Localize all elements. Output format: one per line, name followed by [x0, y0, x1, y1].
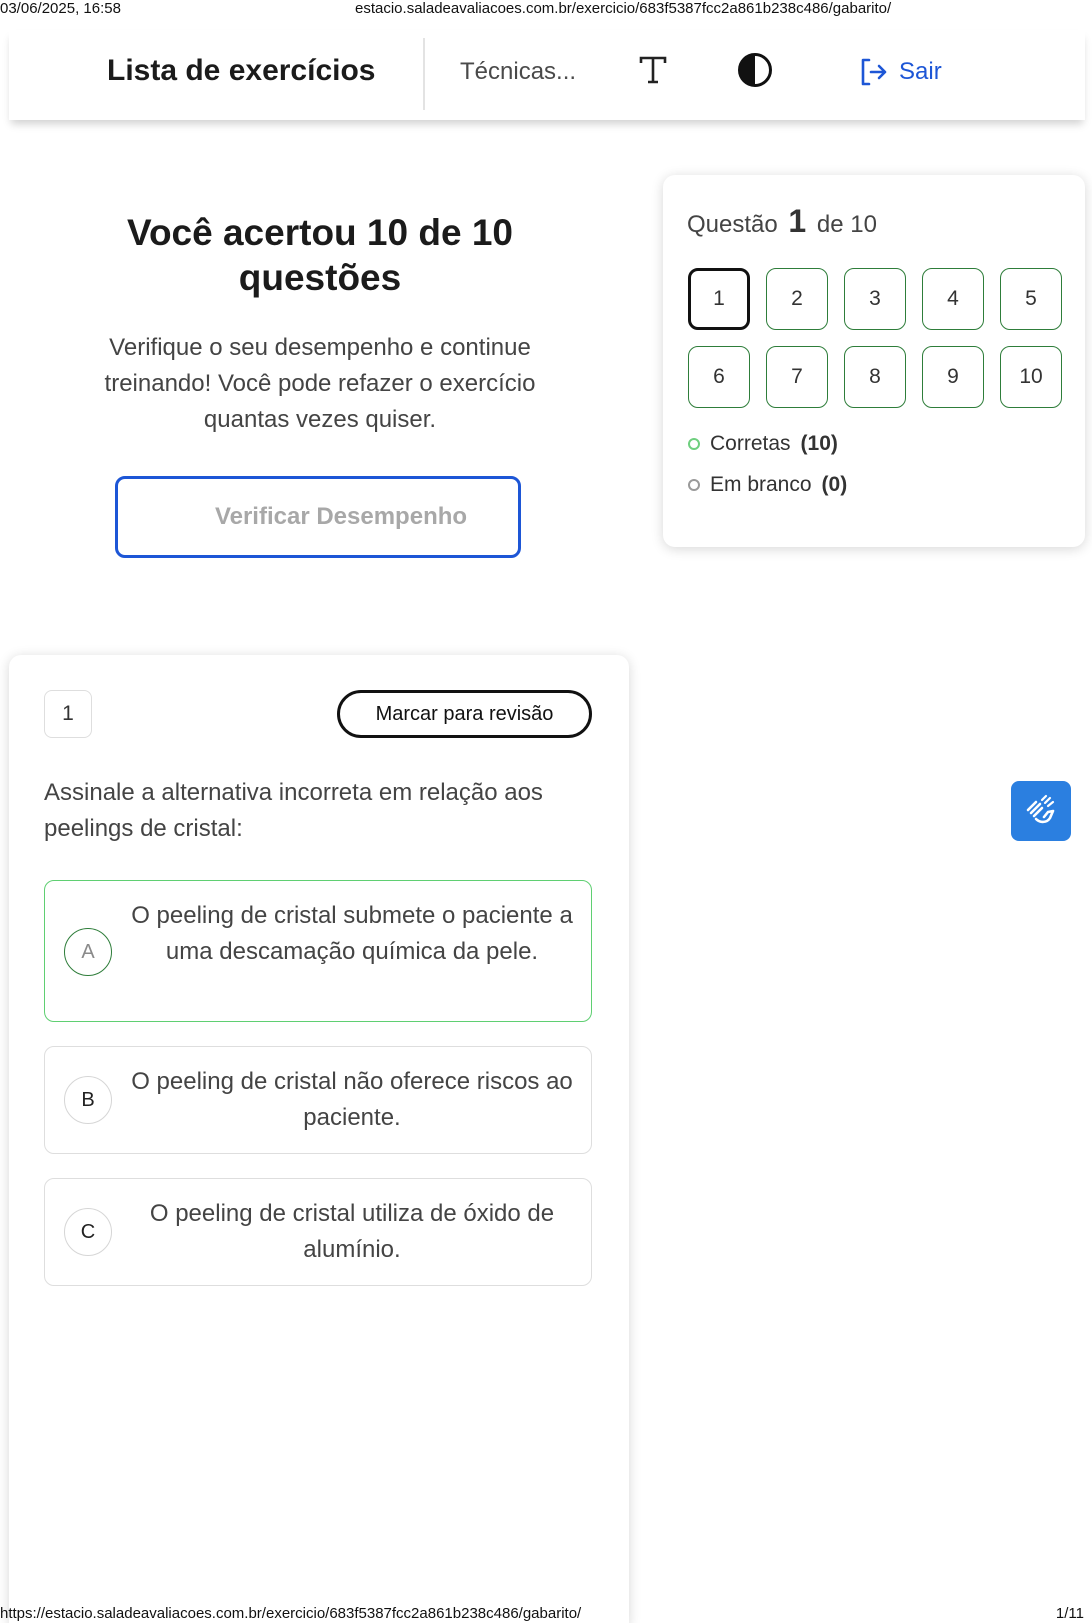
option-c-text: O peeling de cristal utiliza de óxido de alumínio. — [149, 1200, 555, 1263]
option-c-letter: C — [64, 1208, 112, 1256]
legend-correct — [688, 432, 838, 456]
option-a[interactable] — [44, 880, 592, 1022]
logout-icon — [857, 56, 889, 88]
legend-correct-dot — [688, 438, 700, 450]
print-url: estacio.saladeavaliacoes.com.br/exercicio/683f5387fcc2a861b238c486/gabarito/ — [355, 0, 892, 17]
top-bar — [9, 30, 1085, 120]
print-page-number: 1/11 — [1055, 1605, 1084, 1622]
result-text: Verifique o seu desempenho e continue treinando! Você pode refazer o exercício quantas vezes quiser. — [104, 334, 536, 433]
option-b-letter: B — [64, 1076, 112, 1124]
course-name[interactable]: Técnicas... — [460, 58, 577, 85]
legend-blank-count: (0) — [821, 473, 848, 496]
legend-blank-dot — [688, 479, 700, 491]
legend-correct-label: Corretas — [710, 432, 791, 455]
question-grid — [688, 268, 1062, 408]
font-size-button[interactable] — [631, 48, 675, 92]
option-b-text: O peeling de cristal não oferece riscos ao paciente. — [131, 1068, 573, 1131]
sign-language-icon — [1022, 792, 1060, 830]
legend-blank — [688, 473, 847, 497]
option-a-text: O peeling de cristal submete o paciente a uma descamação química da pele. — [131, 902, 573, 965]
question-counter-suffix: de 10 — [816, 211, 877, 238]
question-button-9[interactable]: 9 — [922, 346, 984, 408]
question-button-2[interactable]: 2 — [766, 268, 828, 330]
print-footer — [0, 1605, 1092, 1623]
question-button-8[interactable]: 8 — [844, 346, 906, 408]
question-counter-prefix: Questão — [687, 211, 778, 238]
contrast-icon — [737, 52, 773, 88]
legend-correct-count: (10) — [800, 432, 838, 455]
sign-language-button[interactable] — [1011, 781, 1071, 841]
result-summary — [60, 210, 580, 438]
question-button-5[interactable]: 5 — [1000, 268, 1062, 330]
question-counter — [687, 203, 877, 240]
question-button-1[interactable]: 1 — [688, 268, 750, 330]
legend-blank-label: Em branco — [710, 473, 812, 496]
contrast-button[interactable] — [733, 48, 777, 92]
question-card — [9, 655, 629, 1623]
font-size-icon — [638, 55, 668, 85]
divider — [423, 38, 425, 110]
question-button-7[interactable]: 7 — [766, 346, 828, 408]
print-footer-url: https://estacio.saladeavaliacoes.com.br/exercicio/683f5387fcc2a861b238c486/gabarito/ — [0, 1605, 582, 1622]
page-title: Lista de exercícios — [107, 54, 376, 87]
option-c[interactable] — [44, 1178, 592, 1286]
verify-performance-button[interactable]: Verificar Desempenho — [115, 476, 521, 558]
question-number: 1 — [44, 690, 92, 738]
question-button-4[interactable]: 4 — [922, 268, 984, 330]
question-text: Assinale a alternativa incorreta em relação aos peelings de cristal: — [44, 779, 543, 842]
option-a-letter: A — [64, 928, 112, 976]
question-button-3[interactable]: 3 — [844, 268, 906, 330]
logout-label: Sair — [899, 58, 942, 85]
result-title: Você acertou 10 de 10 questões — [127, 212, 513, 298]
question-button-6[interactable]: 6 — [688, 346, 750, 408]
option-b[interactable] — [44, 1046, 592, 1154]
logout-button[interactable] — [857, 52, 942, 92]
question-button-10[interactable]: 10 — [1000, 346, 1062, 408]
question-counter-current: 1 — [788, 203, 807, 239]
question-navigator — [663, 175, 1085, 547]
mark-for-review-button[interactable]: Marcar para revisão — [337, 690, 592, 738]
print-datetime: 03/06/2025, 16:58 — [0, 0, 121, 17]
print-header — [0, 0, 1092, 18]
